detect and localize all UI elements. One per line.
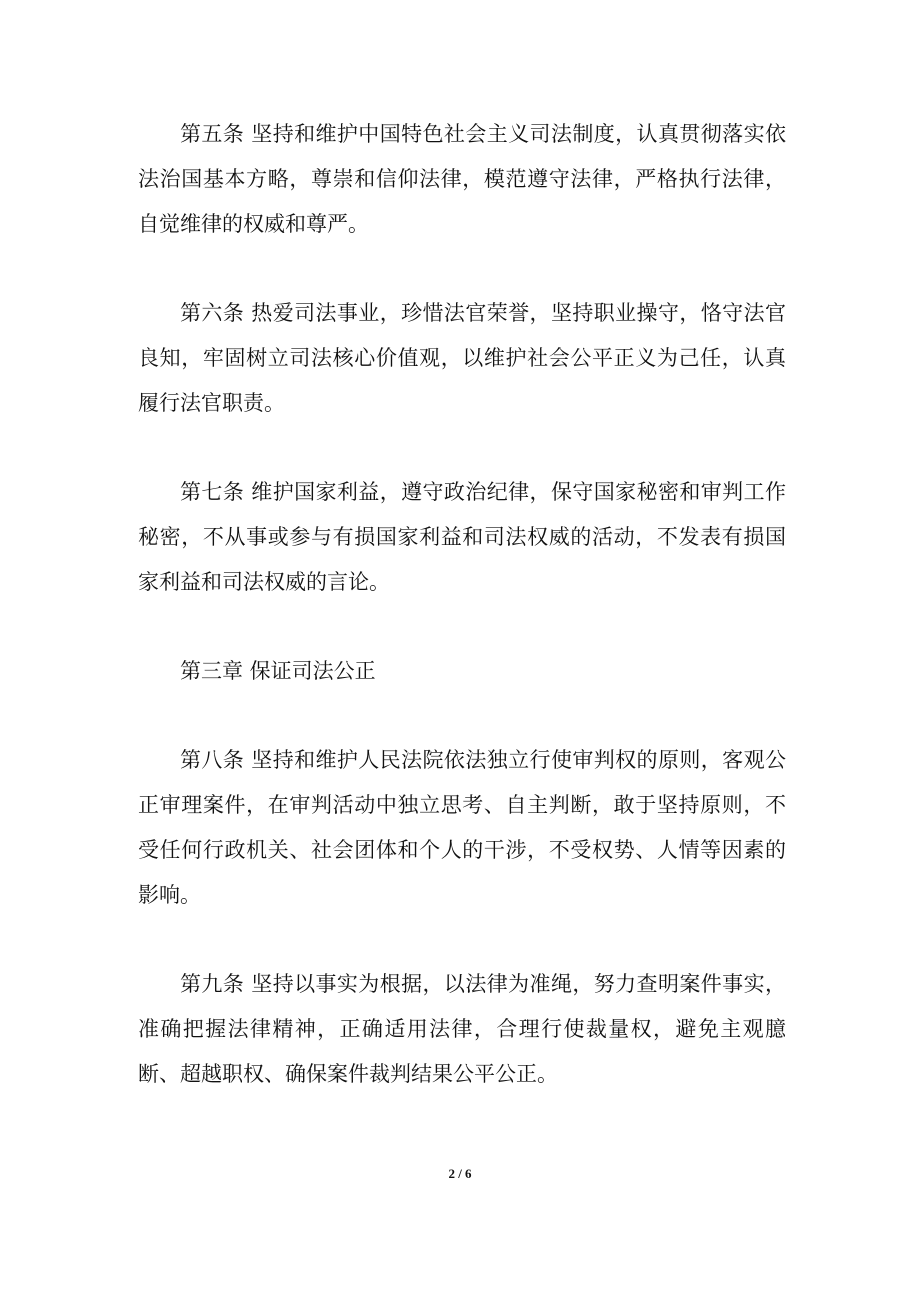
document-body — [138, 112, 786, 1141]
article-6-paragraph: 第六条 热爱司法事业，珍惜法官荣誉，坚持职业操守，恪守法官良知，牢固树立司法核心价值观，以维护社会公平正义为己任，认真履行法官职责。 — [138, 301, 786, 415]
article-7-paragraph: 第七条 维护国家利益，遵守政治纪律，保守国家秘密和审判工作秘密，不从事或参与有损国家利益和司法权威的活动，不发表有损国家利益和司法权威的言论。 — [138, 480, 786, 594]
article-5-paragraph: 第五条 坚持和维护中国特色社会主义司法制度，认真贯彻落实依法治国基本方略，尊崇和信仰法律，模范遵守法律，严格执行法律，自觉维律的权威和尊严。 — [138, 122, 786, 236]
article-8-paragraph: 第八条 坚持和维护人民法院依法独立行使审判权的原则，客观公正审理案件，在审判活动中独立思考、自主判断，敢于坚持原则，不受任何行政机关、社会团体和个人的干涉，不受权势、人情等因素的影响。 — [138, 748, 786, 907]
page-number: 2 / 6 — [448, 1166, 472, 1181]
chapter-3-heading: 第三章 保证司法公正 — [180, 659, 376, 683]
article-9-paragraph: 第九条 坚持以事实为根据，以法律为准绳，努力查明案件事实，准确把握法律精神，正确适用法律，合理行使裁量权，避免主观臆断、超越职权、确保案件裁判结果公平公正。 — [138, 972, 786, 1086]
